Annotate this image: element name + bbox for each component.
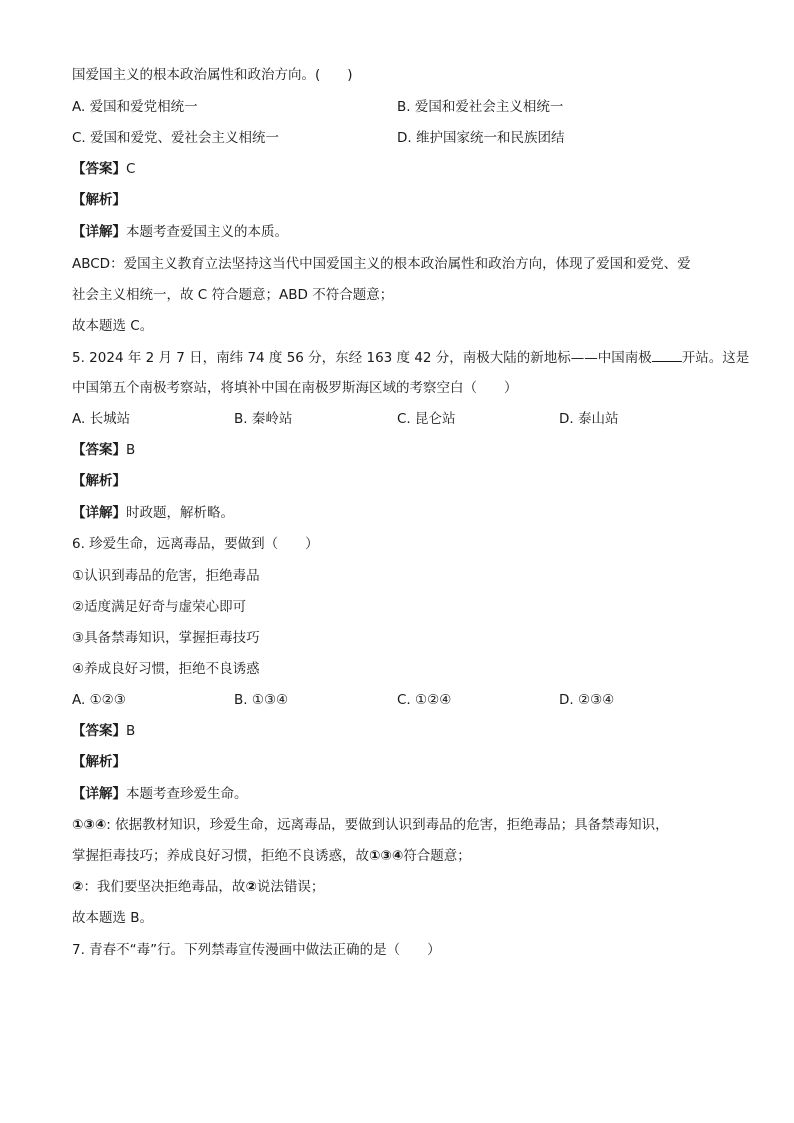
q4-answer-line [72, 159, 135, 179]
q6-option-c: C. ①②④ [397, 692, 452, 708]
q4-option-c: C. 爱国和爱党、爱社会主义相统一 [72, 130, 280, 146]
q6-item-3: ③具备禁毒知识，掌握拒毒技巧 [72, 630, 260, 646]
q6-item-1: ①认识到毒品的危害，拒绝毒品 [72, 568, 260, 584]
q4-option-a: A. 爱国和爱党相统一 [72, 99, 198, 115]
q6-option-b: B. ①③④ [234, 692, 289, 708]
q6-analysis-tag: 【解析】 [72, 754, 126, 770]
q6-option-a: A. ①②③ [72, 692, 126, 708]
q5-analysis-tag: 【解析】 [72, 473, 126, 489]
q6-detail-line2-mark: ①③④ [369, 848, 404, 864]
q5-stem-part1: 5. 2024 年 2 月 7 日，南纬 74 度 56 分，东经 163 度 42 分，南极大陆的新地标——中国南极 [72, 350, 652, 366]
q6-detail-line3-text-a: ：我们要坚决拒绝毒品，故 [83, 879, 246, 895]
q5-detail-text: 时政题，解析略。 [126, 505, 234, 521]
q6-detail-line2-text-a: 掌握拒毒技巧；养成良好习惯，拒绝不良诱惑，故 [72, 848, 369, 864]
q6-detail-line2-text-b: 符合题意； [403, 848, 471, 864]
q4-analysis-tag: 【解析】 [72, 192, 126, 208]
q5-detail-line [72, 503, 234, 523]
q4-detail-intro: 本题考查爱国主义的本质。 [126, 224, 288, 240]
q5-stem-line2: 中国第五个南极考察站，将填补中国在南极罗斯海区域的考察空白（ ） [72, 380, 518, 396]
q5-fill-blank [652, 347, 682, 362]
q4-option-d: D. 维护国家统一和民族团结 [397, 130, 565, 146]
q4-conclusion: 故本题选 C。 [72, 318, 154, 334]
q4-answer: C [126, 161, 136, 177]
q6-detail-intro: 本题考查珍爱生命。 [126, 786, 248, 802]
q6-answer: B [126, 723, 136, 739]
q6-stem: 6. 珍爱生命，远离毒品，要做到（ ） [72, 536, 319, 552]
q5-detail-tag: 【详解】 [72, 505, 126, 521]
q6-detail-line1 [72, 815, 669, 835]
q6-option-d: D. ②③④ [559, 692, 615, 708]
q6-conclusion: 故本题选 B。 [72, 910, 154, 926]
q5-option-b: B. 秦岭站 [234, 411, 293, 427]
q4-detail-line [72, 222, 288, 242]
q6-item-2: ②适度满足好奇与虚荣心即可 [72, 599, 247, 615]
q5-option-a: A. 长城站 [72, 411, 131, 427]
q5-answer: B [126, 442, 136, 458]
q4-detail-tag: 【详解】 [72, 224, 126, 240]
q5-option-c: C. 昆仑站 [397, 411, 456, 427]
q6-detail-line [72, 784, 248, 804]
q6-detail-line3-text-b: 说法错误； [256, 879, 325, 895]
q4-option-b: B. 爱国和爱社会主义相统一 [397, 99, 564, 115]
q4-stem-tail: 国爱国主义的根本政治属性和政治方向。( ) [72, 67, 353, 83]
q6-answer-tag: 【答案】 [72, 723, 126, 739]
q6-detail-line1-text: : 依据教材知识，珍爱生命，远离毒品，要做到认识到毒品的危害，拒绝毒品；具备禁毒知识， [106, 817, 669, 833]
q7-stem: 7. 青春不“毒”行。下列禁毒宣传漫画中做法正确的是（ ） [72, 942, 441, 958]
q6-detail-line2 [72, 846, 471, 866]
q5-answer-tag: 【答案】 [72, 442, 126, 458]
q6-detail-line3 [72, 877, 324, 897]
q5-answer-line [72, 440, 135, 460]
q4-answer-tag: 【答案】 [72, 161, 126, 177]
q6-item-4: ④养成良好习惯，拒绝不良诱惑 [72, 661, 260, 677]
q4-detail-line2: 社会主义相统一，故 C 符合题意；ABD 不符合题意； [72, 287, 394, 303]
q5-option-d: D. 泰山站 [559, 411, 619, 427]
q6-detail-tag: 【详解】 [72, 786, 126, 802]
q6-detail-line3-mark: ② [72, 879, 84, 895]
q5-stem-part2: 开站。这是 [681, 350, 750, 366]
q5-stem-line1 [72, 347, 749, 368]
q6-detail-line3-mark2: ② [245, 879, 257, 895]
q4-detail-line1: ABCD：爱国主义教育立法坚持这当代中国爱国主义的根本政治属性和政治方向，体现了爱国和爱党、爱 [72, 256, 691, 272]
q6-detail-line1-mark: ①③④ [72, 817, 107, 833]
q6-answer-line [72, 721, 135, 741]
